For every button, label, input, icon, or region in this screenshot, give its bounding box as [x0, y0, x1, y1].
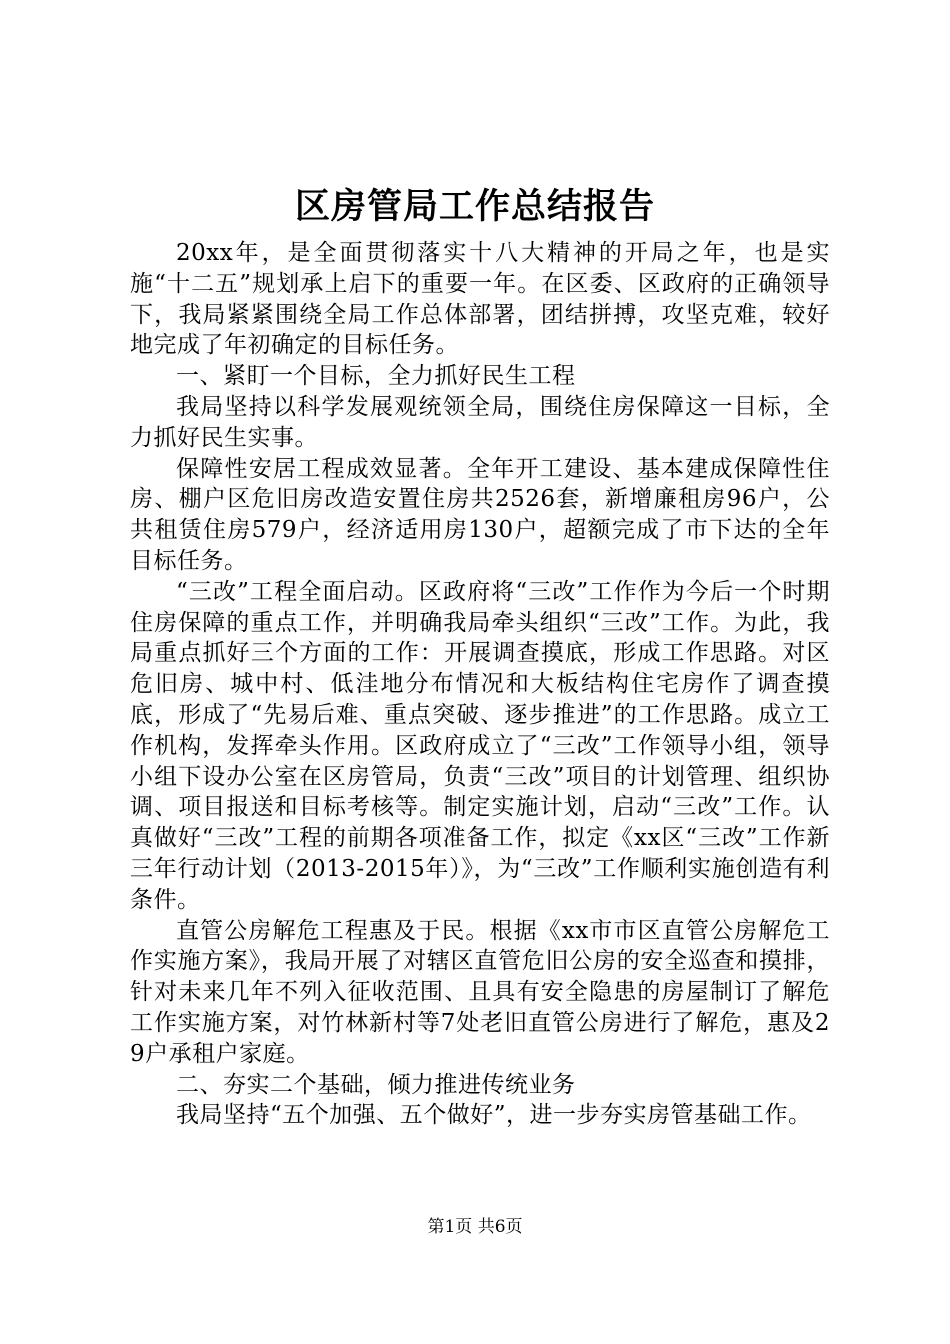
- page-number-footer: 第1页 共6页: [427, 1217, 523, 1237]
- paragraph: 我局坚持“五个加强、五个做好”，进一步夯实房管基础工作。: [176, 1102, 812, 1129]
- paragraph: “三改”工程全面启动。区政府将“三改”工作作为今后一个时期住房保障的重点工作，并明确我局牵头组织“三改”工作。为此，我局重点抓好三个方面的工作：开展调查摸底，形成工作思路。对区危旧房、城中村、低洼地分布情况和大板结构住宅房作了调查摸底，形成了“先易后难、重点突破、逐步推进”的工作思路。成立工作机构，发挥牵头作用。区政府成立了“三改”工作领导小组，领导小组下设办公室在区房管局，负责“三改”项目的计划管理、组织协调、项目报送和目标考核等。制定实施计划，启动“三改”工作。认真做好“三改”工程的前期各项准备工作，拟定《xx区“三改”工作新三年行动计划（2013-2015年）》，为“三改”工作顺利实施创造有利条件。: [130, 578, 830, 913]
- paragraph: 直管公房解危工程惠及于民。根据《xx市市区直管公房解危工作实施方案》，我局开展了对辖区直管危旧公房的安全巡查和摸排，针对未来几年不列入征收范围、且具有安全隐患的房屋制订了解危工作实施方案，对竹林新村等7处老旧直管公房进行了解危，惠及29户承租户家庭。: [130, 917, 830, 1067]
- paragraph: 我局坚持以科学发展观统领全局，围绕住房保障这一目标，全力抓好民生实事。: [130, 393, 830, 451]
- paragraph: 保障性安居工程成效显著。全年开工建设、基本建成保障性住房、棚户区危旧房改造安置住房共2526套，新增廉租房96户，公共租赁住房579户，经济适用房130户，超额完成了市下达的全年目标任务。: [130, 455, 830, 574]
- document-body: [130, 238, 830, 1131]
- document-title: 区房管局工作总结报告: [294, 186, 655, 227]
- section-heading-1: 一、紧盯一个目标，全力抓好民生工程: [176, 363, 576, 390]
- paragraph-intro: 20xx年，是全面贯彻落实十八大精神的开局之年，也是实施“十二五”规划承上启下的重要一年。在区委、区政府的正确领导下，我局紧紧围绕全局工作总体部署，团结拼搏，攻坚克难，较好地完成了年初确定的目标任务。: [130, 240, 830, 359]
- section-heading-2: 二、夯实二个基础，倾力推进传统业务: [176, 1071, 576, 1098]
